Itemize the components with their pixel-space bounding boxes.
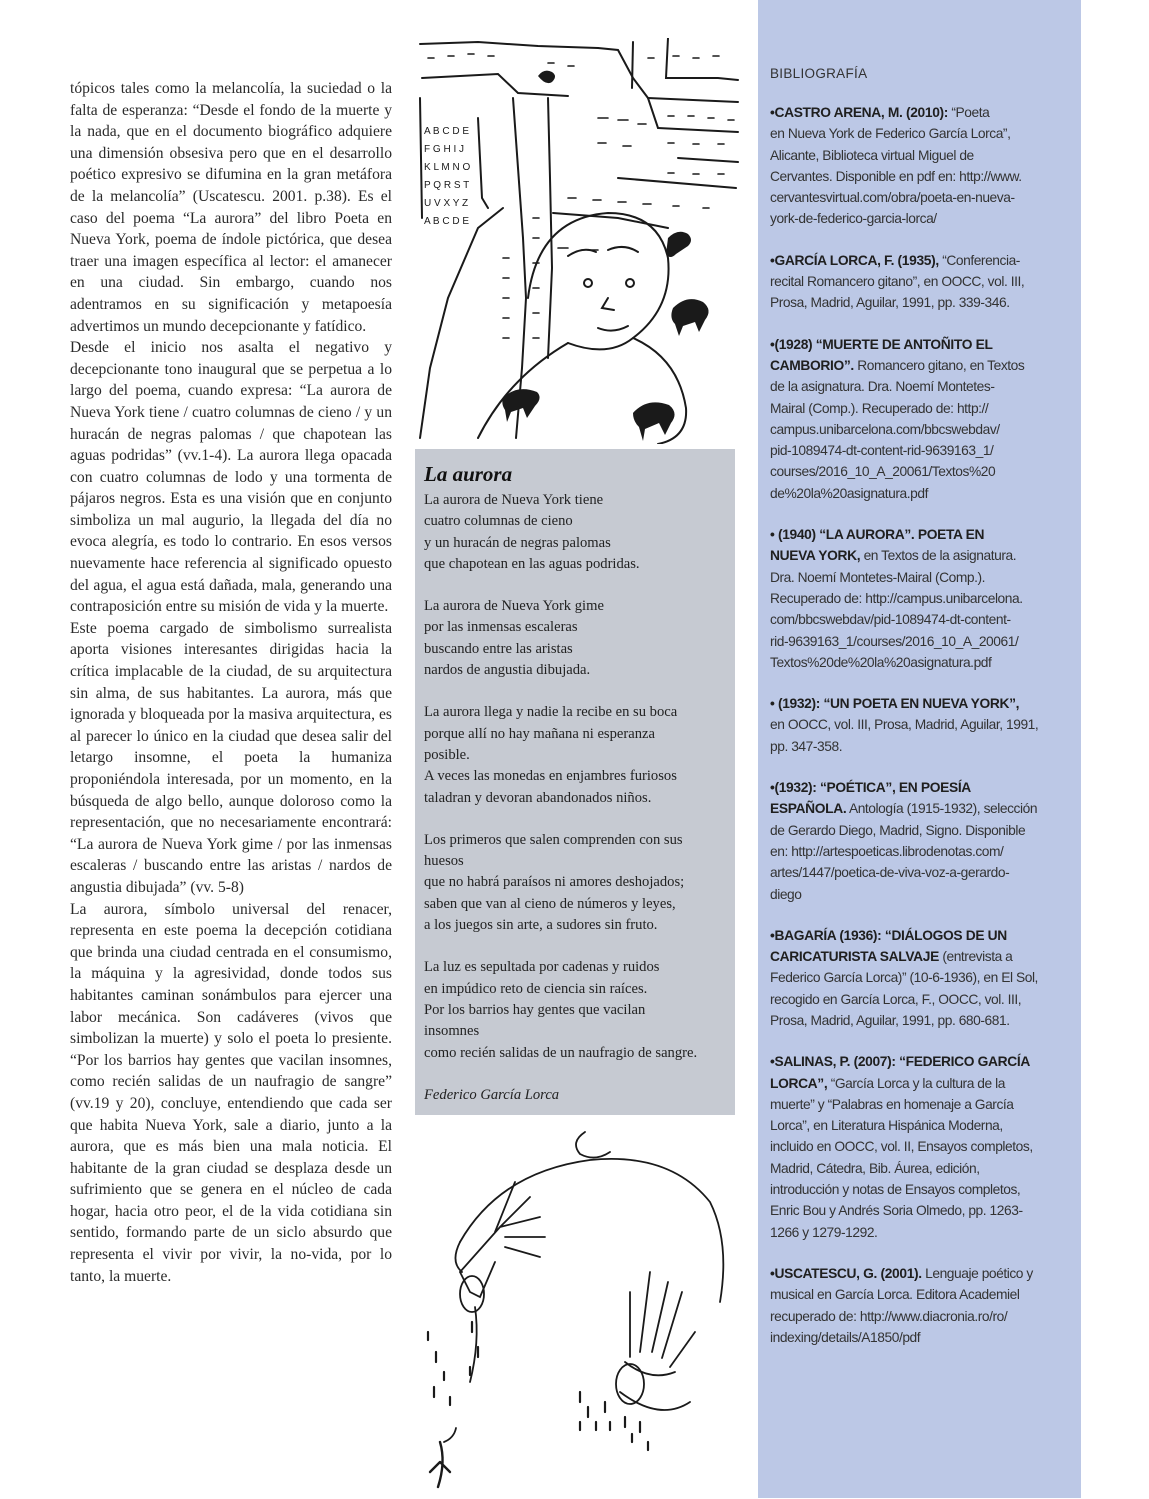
poem-stanza — [424, 490, 727, 575]
entry-text: Textos%20de%20la%20asignatura.pdf — [770, 654, 992, 670]
entry-text: Lorca”, en Literatura Hispánica Moderna, — [770, 1118, 1003, 1134]
poem-verse: La aurora de Nueva York tiene — [424, 492, 604, 508]
bibliography-heading: BIBLIOGRAFÍA — [770, 66, 868, 81]
entry-author: •BAGARÍA (1936): “DIÁLOGOS DE UN — [770, 927, 1007, 943]
poem-title: La aurora — [424, 462, 513, 486]
entry-text: indexing/details/A1850/pdf — [770, 1329, 921, 1345]
entry-text: recogido en García Lorca, F., OOCC, vol. III, — [770, 991, 1022, 1007]
poem-verse: porque allí no hay mañana ni esperanza — [424, 725, 655, 742]
entry-text: recital Romancero gitano”, en OOCC, vol. III, — [770, 274, 1025, 290]
entry-text: musical en García Lorca. Editora Academiel — [770, 1287, 1020, 1303]
poem-verse: por las inmensas escaleras — [424, 619, 578, 636]
svg-text:A B C D E: A B C D E — [424, 216, 470, 227]
entry-text: rid-9639163_1/courses/2016_10_A_20061/ — [770, 633, 1019, 649]
entry-text: Madrid, Cátedra, Bib. Áurea, edición, — [770, 1160, 980, 1176]
svg-text:P Q R S T: P Q R S T — [424, 180, 470, 191]
entry-title: CAMBORIO”. — [770, 357, 854, 373]
entry-text: 1266 y 1279-1292. — [770, 1224, 878, 1240]
poem-verse: Los primeros que salen comprenden con sus — [424, 831, 683, 848]
poem-stanza — [424, 957, 727, 1063]
entry-title: CARICATURISTA SALVAJE — [770, 949, 939, 965]
entry-text: york-de-federico-garcia-lorca/ — [770, 211, 937, 227]
essay-paragraph: Este poema cargado de simbolismo surrealista aporta visiones interesantes dirigidas hacia la crítica implacable de la ciudad, de su arquitectura sin alma, de sus habitantes. La aurora, más que ignorada y bloqueada por la masiva arquitectura, es al parecer lo único en la ciudad que desea salir del letargo insomne, el poeta la humaniza proponiéndola interesada, por un momento, en la búsqueda de algo bello, aunque doloroso como la representación, que no necesariamente encontrará: “La aurora de Nueva York gime / por las inmensas escaleras / buscando entre las aristas / nardos de angustia dibujada” (vv. 5-8) — [70, 619, 392, 896]
bibliography-entry — [770, 250, 1069, 314]
poem-box — [415, 449, 735, 1115]
hands-drawing — [420, 1122, 750, 1494]
bibliography-entry — [770, 693, 1069, 757]
poem-verse: La aurora de Nueva York gime — [424, 598, 604, 615]
entry-text: en: http://artespoeticas.librodenotas.com/ — [770, 843, 1004, 859]
entry-text: en Textos de la asignatura. — [860, 548, 1017, 564]
entry-author: • (1940) “LA AURORA”. POETA EN — [770, 527, 985, 543]
entry-author: •(1932): “POÉTICA”, EN POESÍA — [770, 780, 971, 796]
entry-text: de Gerardo Diego, Madrid, Signo. Disponible — [770, 822, 1026, 838]
poem-verse: que no habrá paraísos ni amores deshojados; — [424, 874, 685, 891]
entry-text: artes/1447/poetica-de-viva-voz-a-gerardo- — [770, 865, 1010, 881]
entry-text: diego — [770, 886, 802, 902]
essay-paragraph: Desde el inicio nos asalta el negativo y decepcionante tono inaugural que se perpetua a lo largo del poema, cuando expresa: “La aurora de Nueva York tiene / cuatro columnas de cieno / y un huracán de negras palomas / que chapotean las aguas podridas” (vv.1-4). La aurora llega opacada con cuatro columnas de lodo y una tormenta de pájaros negros. Esta es una visión que en conjunto simboliza un mal augurio, la llegada del día no evoca alegría, es todo lo contrario. En esos versos nuevamente hace referencia al significado opuesto del agua, el agua está dañada, mala, generando una contraposición entre su misión de vida y la muerte. — [70, 339, 392, 616]
entry-title: LORCA”, — [770, 1075, 828, 1091]
entry-text: (entrevista a — [938, 949, 1013, 965]
poem-verse: que chapotean en las aguas podridas. — [424, 555, 640, 572]
entry-text: de%20la%20asignatura.pdf — [770, 485, 928, 501]
bibliography-entry — [770, 1051, 1069, 1243]
bibliography-entry — [770, 102, 1069, 230]
essay-paragraph: La aurora, símbolo universal del renacer, representa en este poema la decepción cotidiana que brinda una ciudad centrada en el consumismo, la máquina y la agresividad, donde todos sus habitantes caminan sonámbulos para ejercer una labor mecánica. Son cadáveres (vivos que simbolizan la muerte) y solo el poeta lo presiente. “Por los barrios hay gentes que vacilan insomnes, como recién salidas de un naufragio de sangre” (vv.19 y 20), concluye, entendiendo que cada ser que habita Nueva York, sale a diario, junto a la aurora, que es más bien una mala noticia. El habitante de la gran ciudad se desplaza desde un sufrimiento que se genera en el núcleo de cada hogar, hacia otro peor, el de la vida cotidiana sin sentido, formando parte de un siclo absurdo que representa el vivir por vivir, la no-vida, por lo tanto, la muerte. — [70, 900, 392, 1285]
entry-title: ESPAÑOLA. — [770, 801, 847, 817]
bibliography-column — [758, 0, 1081, 1498]
poem-verse: cuatro columnas de cieno — [424, 513, 573, 530]
poem-verse: La luz es sepultada por cadenas y ruidos — [424, 959, 660, 976]
bibliography-entry — [770, 334, 1069, 504]
cityscape-drawing — [418, 38, 740, 444]
entry-text: pid-1089474-dt-content-rid-9639163_1/ — [770, 443, 994, 459]
poem-verse: y un huracán de negras palomas — [424, 534, 611, 551]
entry-author: •SALINAS, P. (2007): “FEDERICO GARCÍA — [770, 1054, 1030, 1070]
entry-author: • (1932): “UN POETA EN NUEVA YORK”, — [770, 696, 1020, 712]
bibliography-entry — [770, 524, 1069, 673]
poem-stanza — [424, 596, 727, 681]
poem-verse: huesos — [424, 853, 464, 870]
poem-verse: saben que van al cieno de números y leyes, — [424, 895, 676, 912]
svg-text:K L M N O: K L M N O — [424, 162, 471, 173]
svg-text:A B C D E: A B C D E — [424, 126, 470, 137]
entry-text: Federico García Lorca)” (10-6-1936), en El Sol, — [770, 970, 1038, 986]
poem-stanza — [424, 830, 727, 936]
entry-text: “García Lorca y la cultura de la — [827, 1075, 1005, 1091]
bibliography-entry — [770, 777, 1069, 905]
entry-text: Prosa, Madrid, Aguilar, 1991, pp. 680-681. — [770, 1012, 1010, 1028]
poem-verse: en impúdico reto de ciencia sin raíces. — [424, 980, 648, 997]
entry-text: Antología (1915-1932), selección — [846, 801, 1038, 817]
entry-author: •GARCÍA LORCA, F. (1935), — [770, 252, 939, 268]
poem-stanza — [424, 702, 727, 808]
entry-author: •(1928) “MUERTE DE ANTOÑITO EL — [770, 336, 993, 352]
entry-text: pp. 347-358. — [770, 738, 843, 754]
poem-verse: como recién salidas de un naufragio de sangre. — [424, 1044, 698, 1061]
entry-text: incluido en OOCC, vol. II, Ensayos completos, — [770, 1139, 1033, 1155]
entry-text: “Conferencia- — [938, 252, 1020, 268]
entry-text: cervantesvirtual.com/obra/poeta-en-nueva- — [770, 190, 1015, 206]
entry-text: Recuperado de: http://campus.unibarcelona. — [770, 590, 1023, 606]
entry-text: Prosa, Madrid, Aguilar, 1991, pp. 339-346. — [770, 295, 1010, 311]
entry-text: Dra. Noemí Montetes-Mairal (Comp.). — [770, 569, 986, 585]
poem-author: Federico García Lorca — [424, 1086, 560, 1103]
entry-text: en OOCC, vol. III, Prosa, Madrid, Aguilar, 1991, — [770, 717, 1039, 733]
poem-verse: Por los barrios hay gentes que vacilan — [424, 1001, 646, 1018]
poem-verse: a los juegos sin arte, a sudores sin fruto. — [424, 917, 658, 934]
entry-text: muerte” y “Palabras en homenaje a García — [770, 1096, 1014, 1112]
entry-text: Alicante, Biblioteca virtual Miguel de — [770, 147, 974, 163]
bibliography-entry — [770, 925, 1069, 1031]
entry-text: campus.unibarcelona.com/bbcswebdav/ — [770, 421, 1000, 437]
entry-text: Lenguaje poético y — [921, 1265, 1033, 1281]
essay-paragraph: tópicos tales como la melancolía, la suciedad o la falta de esperanza: “Desde el fondo de la muerte y la nada, que en el documento biográfico adquiere una dimensión obsesiva pero que en el desarrollo poético expresivo se difumina en la gran metáfora de la melancolía” (Uscatescu. 2001. p.38). Es el caso del poema “La aurora” del libro Poeta en Nueva York, poema de índole pictórica, que desea traer una imagen específica al lector: el amanecer en una ciudad. Sin embargo, cuando nos adentramos en su significación y metapoesía advertimos un mundo decepcionante y fatídico. — [70, 80, 392, 335]
svg-text:F G H I J: F G H I J — [424, 144, 464, 155]
poem-verse: buscando entre las aristas — [424, 640, 573, 657]
entry-text: courses/2016_10_A_20061/Textos%20 — [770, 464, 996, 480]
entry-text: Mairal (Comp.). Recuperado de: http:// — [770, 400, 989, 416]
poem-verse: La aurora llega y nadie la recibe en su boca — [424, 704, 678, 721]
poem-verse: nardos de angustia dibujada. — [424, 662, 591, 679]
entry-text: recuperado de: http://www.diacronia.ro/ro/ — [770, 1308, 1008, 1324]
svg-text:U V X Y Z: U V X Y Z — [424, 198, 469, 209]
poem-verse: taladran y devoran abandonados niños. — [424, 789, 652, 806]
entry-author: •CASTRO ARENA, M. (2010): — [770, 105, 949, 120]
entry-text: com/bbcswebdav/pid-1089474-dt-content- — [770, 612, 1011, 628]
essay-column — [70, 78, 392, 1287]
poem-verse: posible. — [424, 746, 470, 763]
bibliography-entry — [770, 1263, 1069, 1348]
entry-text: “Poeta — [948, 105, 990, 120]
entry-text: Romancero gitano, en Textos — [853, 357, 1025, 373]
entry-text: de la asignatura. Dra. Noemí Montetes- — [770, 379, 995, 395]
entry-text: Enric Bou y Andrés Soria Olmedo, pp. 1263- — [770, 1203, 1023, 1219]
poem-verse: A veces las monedas en enjambres furiosos — [424, 768, 677, 785]
entry-author: •USCATESCU, G. (2001). — [770, 1265, 922, 1281]
entry-text: introducción y notas de Ensayos completos, — [770, 1182, 1021, 1198]
entry-text: Cervantes. Disponible en pdf en: http://www. — [770, 168, 1022, 184]
entry-text: en Nueva York de Federico García Lorca”, — [770, 126, 1011, 142]
entry-title: NUEVA YORK, — [770, 548, 861, 564]
poem-verse: insomnes — [424, 1023, 480, 1040]
